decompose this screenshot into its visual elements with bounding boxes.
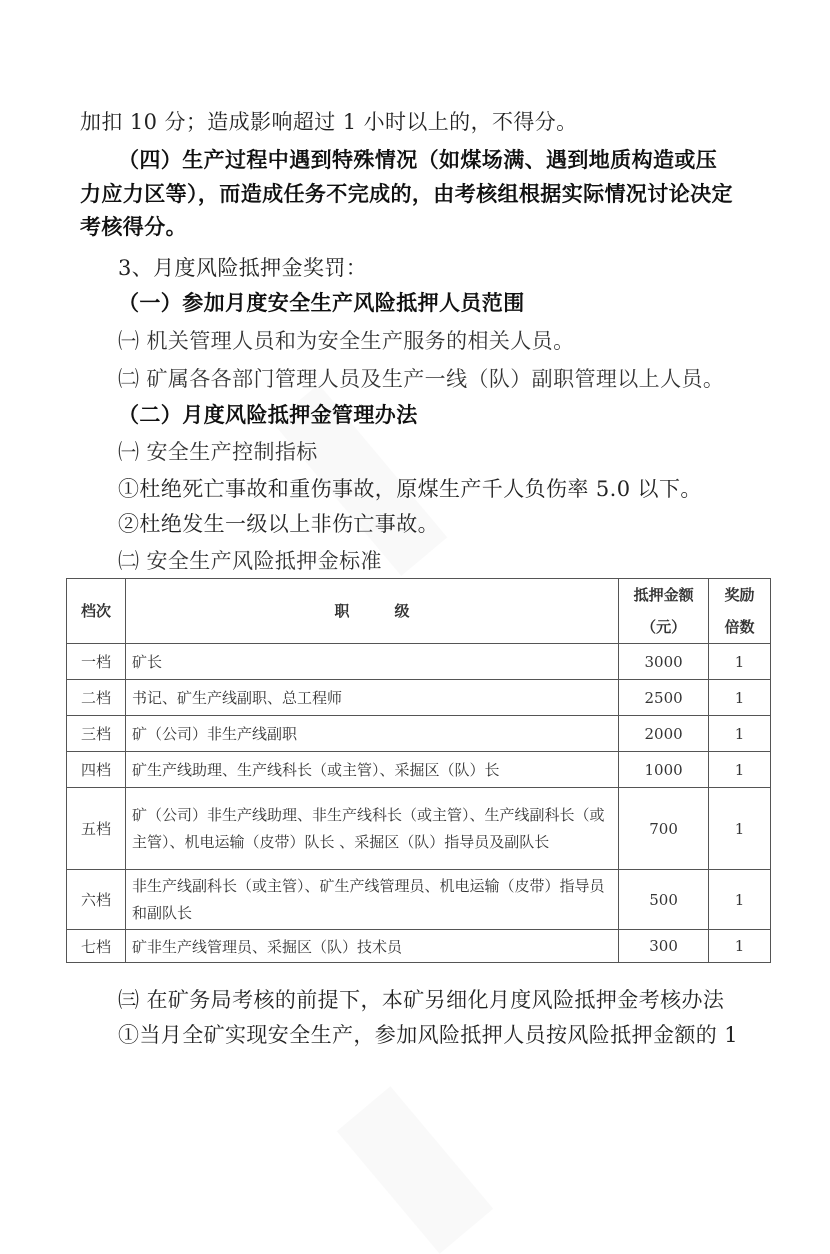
list-item: ①当月全矿实现安全生产，参加风险抵押人员按风险抵押金额的 1 [118, 1023, 739, 1047]
cell-multiple: 1 [709, 788, 771, 870]
table-header-row [67, 579, 771, 644]
table-row [67, 788, 771, 870]
table-row [67, 716, 771, 752]
list-item: ㈡ 矿属各各部门管理人员及生产一线（队）副职管理以上人员。 [118, 367, 725, 391]
cell-level: 三档 [67, 716, 126, 752]
header-level: 档次 [67, 579, 126, 644]
cell-level: 六档 [67, 870, 126, 930]
header-amount-line2: （元） [641, 618, 687, 636]
section-heading-4: （四）生产过程中遇到特殊情况（如煤场满、遇到地质构造或压 [118, 147, 718, 172]
cell-level: 四档 [67, 752, 126, 788]
list-item: ①杜绝死亡事故和重伤事故，原煤生产千人负伤率 5.0 以下。 [118, 477, 702, 501]
body-text: 加扣 10 分；造成影响超过 1 小时以上的，不得分。 [80, 110, 578, 134]
body-text-bold: 考核得分。 [80, 214, 187, 239]
cell-position: 矿非生产线管理员、采掘区（队）技术员 [125, 930, 618, 963]
cell-position: 矿长 [125, 644, 618, 680]
cell-multiple: 1 [709, 680, 771, 716]
subheading-2: （二）月度风险抵押金管理办法 [118, 402, 418, 427]
cell-multiple: 1 [709, 752, 771, 788]
cell-position: 矿（公司）非生产线副职 [125, 716, 618, 752]
list-item: ㈠ 机关管理人员和为安全生产服务的相关人员。 [118, 329, 575, 353]
cell-multiple: 1 [709, 930, 771, 963]
cell-position: 书记、矿生产线副职、总工程师 [125, 680, 618, 716]
cell-amount: 700 [619, 788, 709, 870]
list-item: ㈢ 在矿务局考核的前提下，本矿另细化月度风险抵押金考核办法 [118, 988, 725, 1012]
body-text-bold: 力应力区等），而造成任务不完成的，由考核组根据实际情况讨论决定 [80, 181, 733, 206]
table-row [67, 680, 771, 716]
cell-amount: 500 [619, 870, 709, 930]
table-row [67, 644, 771, 680]
cell-level: 五档 [67, 788, 126, 870]
list-item: ②杜绝发生一级以上非伤亡事故。 [118, 512, 439, 536]
cell-position: 矿生产线助理、生产线科长（或主管）、采掘区（队）长 [125, 752, 618, 788]
subheading-1: （一）参加月度安全生产风险抵押人员范围 [118, 290, 525, 315]
deposit-standard-table [66, 578, 771, 963]
cell-multiple: 1 [709, 716, 771, 752]
header-multiple [709, 579, 771, 644]
cell-multiple: 1 [709, 644, 771, 680]
header-amount-line1: 抵押金额 [633, 586, 694, 604]
cell-amount: 300 [619, 930, 709, 963]
heading-3: 3、月度风险抵押金奖罚： [118, 256, 368, 280]
table-row [67, 870, 771, 930]
list-item: ㈡ 安全生产风险抵押金标准 [118, 549, 382, 573]
cell-amount: 2000 [619, 716, 709, 752]
cell-amount: 2500 [619, 680, 709, 716]
cell-level: 二档 [67, 680, 126, 716]
list-item: ㈠ 安全生产控制指标 [118, 440, 318, 464]
cell-position: 矿（公司）非生产线助理、非生产线科长（或主管）、生产线副科长（或主管）、机电运输（皮带）队长 、采掘区（队）指导员及副队长 [125, 788, 618, 870]
cell-level: 一档 [67, 644, 126, 680]
watermark [337, 1086, 493, 1254]
cell-multiple: 1 [709, 870, 771, 930]
table-row [67, 930, 771, 963]
cell-position: 非生产线副科长（或主管）、矿生产线管理员、机电运输（皮带）指导员和副队长 [125, 870, 618, 930]
cell-level: 七档 [67, 930, 126, 963]
cell-amount: 3000 [619, 644, 709, 680]
table-row [67, 752, 771, 788]
header-multiple-line1: 奖励 [724, 586, 755, 604]
header-amount [619, 579, 709, 644]
cell-amount: 1000 [619, 752, 709, 788]
header-position: 职 级 [125, 579, 618, 644]
header-multiple-line2: 倍数 [724, 618, 755, 636]
